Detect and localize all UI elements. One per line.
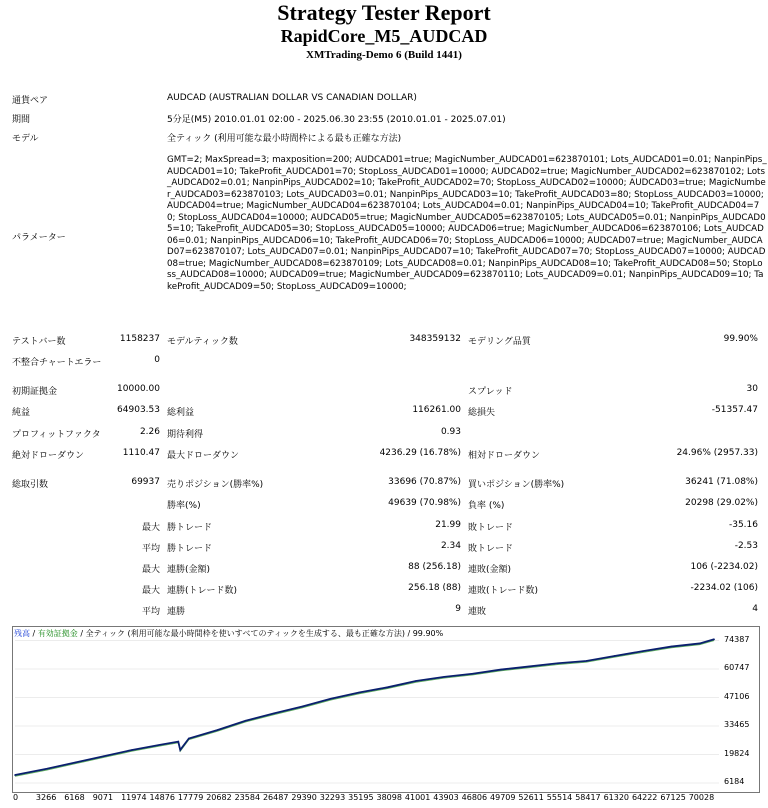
avg-win-label: 勝トレード	[167, 544, 213, 554]
y-tick-label: 6184	[724, 777, 745, 786]
x-tick-label: 55514	[546, 793, 573, 802]
balance-point	[75, 762, 77, 764]
max-word-2: 最大	[141, 565, 160, 575]
pf-value: 2.26	[139, 427, 160, 437]
long-value: 36241 (71.08%)	[685, 477, 758, 487]
model-value: 全ティック (利用可能な最小時間枠による最も正確な方法)	[167, 134, 402, 144]
long-label: 買いポジション(勝率%)	[468, 480, 565, 490]
balance-point	[529, 666, 531, 668]
cons-win-amt-label: 連勝(金額)	[167, 565, 211, 575]
balance-point	[387, 687, 389, 689]
avg-cons-win-label: 連勝	[167, 607, 186, 617]
grossloss-value: -51357.47	[711, 405, 758, 415]
balance-point	[131, 749, 133, 751]
balance-point	[103, 755, 105, 757]
params-label: パラメーター	[12, 233, 66, 243]
y-tick-label: 47106	[724, 691, 750, 701]
short-value: 33696 (70.87%)	[388, 477, 461, 487]
quality-label: モデリング品質	[468, 337, 531, 347]
trades-value: 69937	[131, 477, 160, 487]
balance-point	[179, 749, 181, 751]
winpct-value: 49639 (70.98%)	[388, 498, 461, 508]
short-label: 売りポジション(勝率%)	[167, 480, 264, 490]
balance-point	[358, 692, 360, 694]
pf-label: プロフィットファクタ	[12, 430, 101, 440]
spread-label: スプレッド	[468, 387, 513, 397]
expected-label: 期待利得	[167, 430, 204, 440]
avg-word-2: 平均	[141, 607, 160, 617]
x-tick-label: 46806	[461, 793, 488, 802]
y-tick-label: 74387	[724, 634, 750, 644]
x-tick-label: 0	[13, 793, 19, 802]
x-tick-label: 3266	[35, 793, 57, 802]
period-value: 5分足(M5) 2010.01.01 02:00 - 2025.06.30 23:55 (2010.01.01 - 2025.07.01)	[167, 115, 506, 125]
absdd-label: 絶対ドローダウン	[12, 451, 85, 461]
bars-value: 1158237	[119, 334, 160, 344]
x-tick-label: 38098	[376, 793, 402, 802]
ticks-label: モデルティック数	[167, 337, 238, 347]
x-tick-label: 35195	[348, 793, 374, 802]
netprofit-value: 64903.53	[117, 405, 160, 415]
cons-loss-cnt-label: 連敗(トレード数)	[468, 586, 539, 596]
trades-label: 総取引数	[12, 480, 49, 490]
quality-value: 99.90%	[723, 334, 758, 344]
mismatch-value: 0	[154, 355, 160, 365]
balance-point	[177, 741, 179, 743]
balance-point	[273, 713, 275, 715]
maxdd-value: 4236.29 (16.78%)	[379, 448, 461, 458]
balance-point	[585, 660, 587, 662]
balance-point	[415, 680, 417, 682]
x-tick-label: 58417	[575, 793, 601, 802]
x-tick-label: 6168	[64, 793, 85, 802]
balance-point	[500, 669, 502, 671]
symbol-label: 通貨ペア	[12, 96, 49, 106]
balance-point	[188, 738, 190, 740]
x-tick-label: 61320	[603, 793, 630, 802]
x-tick-label: 11974	[121, 793, 147, 802]
ticks-value: 348359132	[409, 334, 461, 344]
avg-loss-value: -2.53	[734, 541, 758, 551]
chart-legend: 残高 / 有効証拠金 / 全ティック (利用可能な最小時間枠を使いすべてのティックを生成する、最も正確な方法) / 99.90%	[14, 629, 444, 638]
max-win-value: 21.99	[435, 520, 461, 530]
balance-point	[160, 744, 162, 746]
x-tick-label: 70028	[688, 793, 715, 802]
x-tick-label: 20682	[206, 793, 232, 802]
cons-win-amt-value: 88 (256.18)	[408, 562, 461, 572]
symbol-value: AUDCAD (AUSTRALIAN DOLLAR VS CANADIAN DOLLAR)	[167, 93, 417, 103]
balance-point	[557, 662, 559, 664]
cons-loss-cnt-value: -2234.02 (106)	[690, 583, 758, 593]
equity-series-line	[15, 640, 714, 776]
model-label: モデル	[12, 134, 39, 144]
x-tick-label: 52611	[518, 793, 544, 802]
legend-balance: 残高	[14, 629, 30, 638]
period-label: 期間	[12, 115, 31, 125]
cons-win-cnt-value: 256.18 (88)	[408, 583, 461, 593]
x-tick-label: 43903	[433, 793, 459, 802]
losspct-label: 負率 (%)	[468, 501, 505, 511]
avg-cons-loss-value: 4	[752, 604, 758, 614]
netprofit-label: 純益	[12, 408, 31, 418]
chart-plot	[13, 627, 759, 792]
x-tick-label: 14876	[149, 793, 175, 802]
balance-point	[330, 698, 332, 700]
balance-point	[46, 768, 48, 770]
x-tick-label: 26487	[262, 793, 289, 802]
x-tick-label: 29390	[291, 793, 317, 802]
x-tick-label: 9071	[92, 793, 114, 802]
avg-loss-label: 敗トレード	[468, 544, 514, 554]
balance-point	[642, 650, 644, 652]
balance-point	[14, 774, 16, 776]
y-tick-label: 19824	[724, 748, 750, 758]
max-word: 最大	[141, 523, 160, 533]
max-word-3: 最大	[141, 586, 160, 596]
x-tick-label: 64222	[631, 793, 658, 802]
x-tick-label: 49709	[490, 793, 516, 802]
legend-model: 全ティック (利用可能な最小時間枠を使いすべてのティックを生成する、最も正確な方法) / 99.90%	[85, 629, 444, 638]
balance-point	[302, 706, 304, 708]
max-loss-value: -35.16	[728, 520, 758, 530]
grossprofit-value: 116261.00	[412, 405, 461, 415]
balance-point	[472, 673, 474, 675]
balance-chart	[12, 626, 760, 793]
grossloss-label: 総損失	[468, 408, 496, 418]
report-subtitle: RapidCore_M5_AUDCAD	[280, 26, 488, 46]
absdd-value: 1110.47	[122, 448, 160, 458]
losspct-value: 20298 (29.02%)	[685, 498, 758, 508]
legend-equity: 有効証拠金	[37, 629, 78, 638]
x-tick-label: 23584	[234, 793, 261, 802]
avg-cons-loss-label: 連敗	[468, 607, 487, 617]
cons-win-cnt-label: 連勝(トレード数)	[167, 586, 238, 596]
y-tick-label: 60747	[724, 663, 750, 673]
winpct-label: 勝率(%)	[167, 501, 201, 511]
grossprofit-label: 総利益	[167, 408, 195, 418]
deposit-label: 初期証拠金	[12, 387, 58, 397]
avg-cons-win-value: 9	[455, 604, 461, 614]
x-tick-label: 67125	[660, 793, 686, 802]
balance-point	[614, 655, 616, 657]
avg-word: 平均	[141, 544, 160, 554]
server-name: XMTrading-Demo 6 (Build 1441)	[306, 49, 462, 61]
mismatch-label: 不整合チャートエラー	[12, 358, 102, 368]
max-loss-label: 敗トレード	[468, 523, 514, 533]
max-win-label: 勝トレード	[167, 523, 213, 533]
x-tick-label: 17779	[177, 793, 204, 802]
balance-point	[713, 638, 715, 640]
expected-value: 0.93	[440, 427, 461, 437]
balance-point	[443, 676, 445, 678]
balance-point	[699, 643, 701, 645]
report-title: Strategy Tester Report	[277, 0, 491, 25]
maxdd-label: 最大ドローダウン	[167, 451, 240, 461]
balance-point	[671, 646, 673, 648]
balance-point	[216, 729, 218, 731]
avg-win-value: 2.34	[440, 541, 461, 551]
deposit-value: 10000.00	[117, 384, 160, 394]
reldd-value: 24.96% (2957.33)	[676, 448, 758, 458]
bars-label: テストバー数	[12, 337, 66, 347]
spread-value: 30	[746, 384, 758, 394]
reldd-label: 相対ドローダウン	[468, 451, 541, 461]
x-tick-label: 41001	[404, 793, 431, 802]
y-tick-label: 33465	[724, 720, 750, 730]
x-tick-label: 32293	[319, 793, 346, 802]
cons-loss-amt-value: 106 (-2234.02)	[690, 562, 758, 572]
params-value: GMT=2; MaxSpread=3; maxposition=200; AUDCAD01=true; MagicNumber_AUDCAD01=623870101; Lots_AUDCAD01=0.01; NanpinPips_AUDCAD01=10; TakeProfit_AUDCAD01=70; StopLoss_AUDCAD01=10000; AUDCAD02=true; MagicNumber_AUDCAD02=623870102; Lots_AUDCAD02=0.01; NanpinPips_AUDCAD02=10; TakeProfit_AUDCAD02=70; StopLoss_AUDCAD02=10000; AUDCAD03=true; MagicNumber_AUDCAD03=623870103; Lots_AUDCAD03=0.01; NanpinPips_AUDCAD03=10; TakeProfit_AUDCAD03=80; StopLoss_AUDCAD03=10000; AUDCAD04=true; MagicNumber_AUDCAD04=623870104; Lots_AUDCAD04=0.01; NanpinPips_AUDCAD04=10; TakeProfit_AUDCAD04=70; StopLoss_AUDCAD04=10000; AUDCAD05=true; MagicNumber_AUDCAD05=623870105; Lots_AUDCAD05=0.01; NanpinPips_AUDCAD05=10; TakeProfit_AUDCAD05=30; StopLoss_AUDCAD05=10000; AUDCAD06=true; MagicNumber_AUDCAD06=623870106; Lots_AUDCAD06=0.01; NanpinPips_AUDCAD06=10; TakeProfit_AUDCAD06=70; StopLoss_AUDCAD06=10000; AUDCAD07=true; MagicNumber_AUDCAD07=623870107; Lots_AUDCAD07=0.01; NanpinPips_AUDCAD07=10; TakeProfit_AUDCAD07=70; StopLoss_AUDCAD07=10000; AUDCAD08=true; MagicNumber_AUDCAD08=623870109; Lots_AUDCAD08=0.01; NanpinPips_AUDCAD08=10; TakeProfit_AUDCAD08=50; StopLoss_AUDCAD08=10000; AUDCAD09=true; MagicNumber_AUDCAD09=623870110; Lots_AUDCAD09=0.01; NanpinPips_AUDCAD09=10; TakeProfit_AUDCAD09=50; StopLoss_AUDCAD09=10000;	[167, 155, 767, 293]
cons-loss-amt-label: 連敗(金額)	[468, 565, 512, 575]
balance-point	[245, 720, 247, 722]
